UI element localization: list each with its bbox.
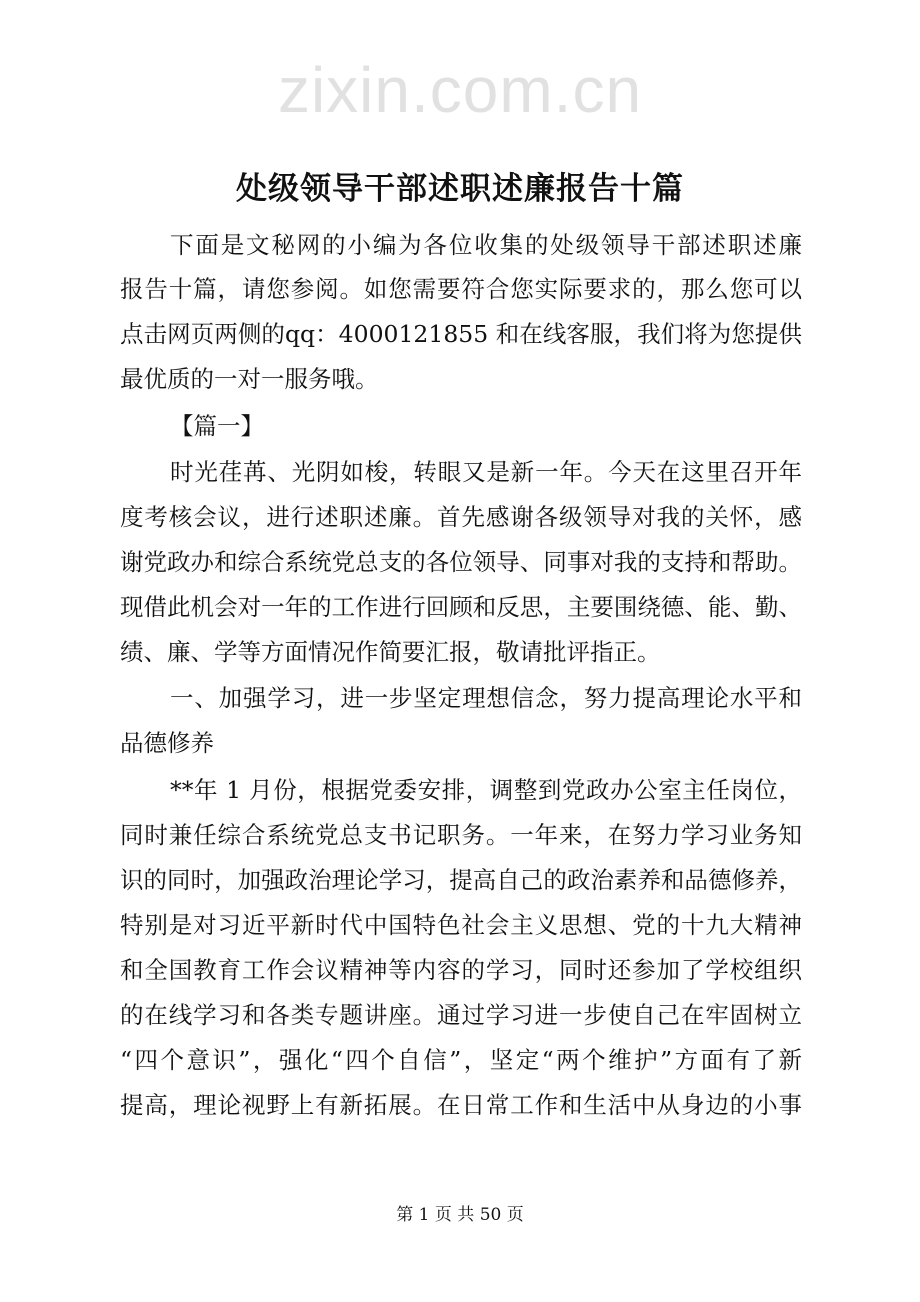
text-line: “四个意识”，强化“四个自信”，坚定“两个维护”方面有了新 xyxy=(120,1046,802,1074)
text-line: 度考核会议，进行述职述廉。首先感谢各级领导对我的关怀，感 xyxy=(120,503,802,531)
watermark: zixin.com.cn xyxy=(277,54,643,126)
page-footer: 第 1 页 共 50 页 xyxy=(396,1205,524,1225)
text-line: 报告十篇，请您参阅。如您需要符合您实际要求的，那么您可以 xyxy=(120,275,802,303)
text-line: 时光荏苒、光阴如梭，转眼又是新一年。今天在这里召开年 xyxy=(170,458,802,486)
text-line: 同时兼任综合系统党总支书记职务。一年来，在努力学习业务知 xyxy=(120,821,802,849)
text-line: 识的同时，加强政治理论学习，提高自己的政治素养和品德修养， xyxy=(120,866,802,894)
text-line: 品德修养 xyxy=(120,729,214,757)
text-line: 特别是对习近平新时代中国特色社会主义思想、党的十九大精神 xyxy=(120,911,802,939)
text-line: 谢党政办和综合系统党总支的各位领导、同事对我的支持和帮助。 xyxy=(120,548,802,576)
document-title: 处级领导干部述职述廉报告十篇 xyxy=(236,171,684,207)
text-line: 现借此机会对一年的工作进行回顾和反思，主要围绕德、能、勤、 xyxy=(120,593,802,621)
text-line: 提高，理论视野上有新拓展。在日常工作和生活中从身边的小事 xyxy=(120,1091,802,1119)
text-line: 点击网页两侧的qq：4000121855 和在线客服，我们将为您提供 xyxy=(120,320,802,348)
text-line: 一、加强学习，进一步坚定理想信念，努力提高理论水平和 xyxy=(170,684,802,712)
text-line: 下面是文秘网的小编为各位收集的处级领导干部述职述廉 xyxy=(170,231,802,259)
text-line: 绩、廉、学等方面情况作简要汇报，敬请批评指正。 xyxy=(120,638,661,666)
text-line: **年 1 月份，根据党委安排，调整到党政办公室主任岗位， xyxy=(170,776,802,804)
text-line: 【篇一】 xyxy=(170,412,264,440)
text-line: 和全国教育工作会议精神等内容的学习，同时还参加了学校组织 xyxy=(120,956,802,984)
text-line: 最优质的一对一服务哦。 xyxy=(120,365,379,393)
text-line: 的在线学习和各类专题讲座。通过学习进一步使自己在牢固树立 xyxy=(120,1001,802,1029)
